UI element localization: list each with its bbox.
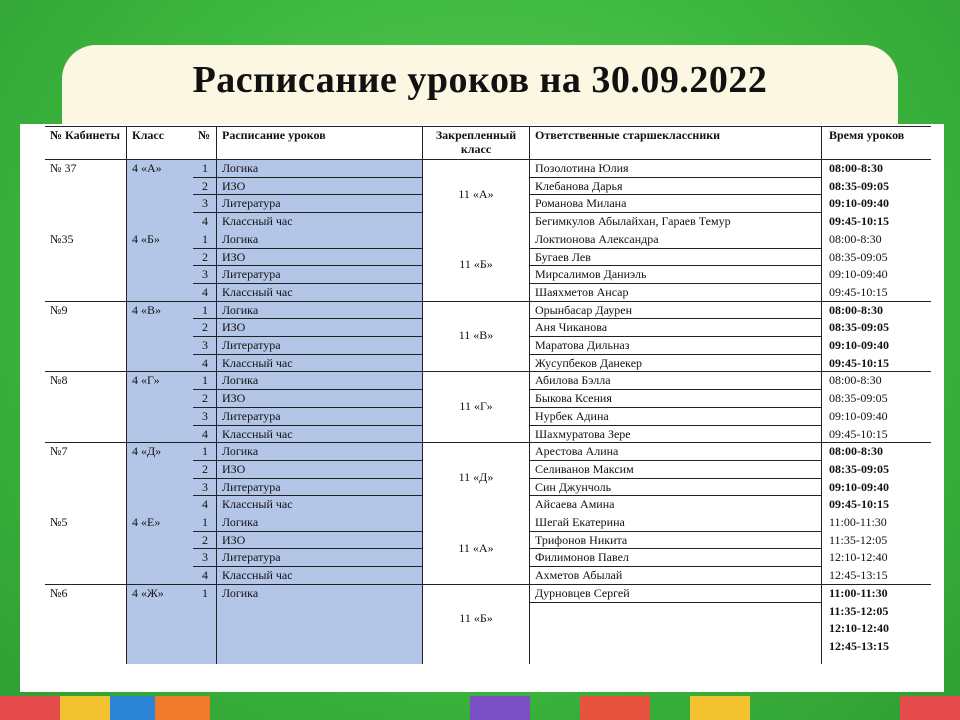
lesson-row-line	[193, 478, 422, 479]
page-title: Расписание уроков на 30.09.2022	[192, 59, 768, 101]
lesson-name: Классный час	[222, 497, 293, 512]
fixed-class: 11 «В»	[458, 328, 494, 343]
lesson-number: 2	[202, 461, 208, 476]
student-row-line	[529, 460, 821, 461]
lesson-name: ИЗО	[222, 461, 246, 476]
lesson-row-line	[193, 212, 422, 213]
student-name: Шегай Екатерина	[535, 515, 625, 529]
student-name: Ахметов Абылай	[535, 568, 623, 583]
lesson-name: Классный час	[222, 568, 293, 583]
lesson-time: 09:10-09:40	[829, 267, 888, 282]
lesson-name: Литература	[222, 408, 281, 423]
lesson-time: 09:45-10:15	[829, 214, 889, 229]
lesson-name: ИЗО	[222, 532, 246, 547]
student-name: Жусупбеков Данекер	[535, 355, 643, 370]
lesson-name: ИЗО	[222, 178, 246, 193]
lesson-time: 11:35-12:05	[829, 603, 889, 618]
student-name: Романова Милана	[535, 196, 627, 211]
lesson-number: 3	[202, 479, 208, 494]
section-divider	[45, 442, 931, 443]
table-top-line	[45, 126, 931, 127]
lesson-row-line	[193, 407, 422, 408]
lesson-row-line	[193, 336, 422, 337]
lesson-time: 08:35-09:05	[829, 320, 889, 335]
room-number: №7	[50, 444, 68, 459]
section-divider	[45, 584, 931, 585]
class-name: 4 «В»	[132, 302, 162, 317]
student-row-line	[529, 336, 821, 337]
lesson-row-line	[193, 194, 422, 195]
lesson-number: 3	[202, 196, 208, 211]
lesson-name: ИЗО	[222, 249, 246, 264]
class-name: 4 «Е»	[132, 515, 161, 529]
student-row-line	[529, 495, 821, 496]
student-name: Шахмуратова Зере	[535, 426, 631, 441]
lesson-row-line	[193, 531, 422, 532]
lesson-time: 09:45-10:15	[829, 426, 888, 441]
student-name: Клебанова Дарья	[535, 178, 623, 193]
student-row-line	[529, 548, 821, 549]
student-name: Абилова Бэлла	[535, 373, 611, 388]
lesson-time: 09:10-09:40	[829, 196, 889, 211]
lesson-row-line	[193, 566, 422, 567]
lesson-number: 2	[202, 178, 208, 193]
student-row-line	[529, 389, 821, 390]
lesson-time: 11:00-11:30	[829, 515, 887, 529]
header-divider	[45, 159, 931, 160]
student-name: Позолотина Юлия	[535, 161, 629, 175]
lesson-row-line	[193, 265, 422, 266]
student-row-line	[529, 478, 821, 479]
lesson-name: Литература	[222, 479, 281, 494]
header-responsible: Ответственные старшеклассники	[535, 128, 721, 142]
room-number: №8	[50, 373, 68, 388]
class-name: 4 «Д»	[132, 444, 162, 459]
lesson-name: Логика	[222, 373, 259, 388]
class-name: 4 «А»	[132, 161, 162, 175]
decorative-bottom-strip	[0, 690, 960, 720]
lesson-number: 1	[202, 515, 208, 529]
student-row-line	[529, 566, 821, 567]
student-row-line	[529, 283, 821, 284]
lesson-name: Классный час	[222, 426, 293, 441]
student-row-line	[529, 407, 821, 408]
lesson-time: 08:35-09:05	[829, 249, 888, 264]
header-class: Класс	[132, 128, 165, 142]
lesson-row-line	[193, 248, 422, 249]
lesson-row-line	[193, 495, 422, 496]
header-time: Время уроков	[829, 128, 905, 142]
student-row-line	[529, 602, 821, 603]
lesson-name: ИЗО	[222, 320, 246, 335]
student-name: Арестова Алина	[535, 444, 619, 459]
student-row-line	[529, 425, 821, 426]
lesson-row-line	[193, 460, 422, 461]
student-name: Син Джунчоль	[535, 479, 612, 494]
lesson-number: 3	[202, 408, 208, 423]
lesson-name: Классный час	[222, 214, 293, 229]
student-name: Маратова Дильназ	[535, 338, 630, 352]
student-row-line	[529, 248, 821, 249]
fixed-class: 11 «Д»	[458, 469, 494, 484]
lesson-row-line	[193, 548, 422, 549]
student-row-line	[529, 354, 821, 355]
lesson-name: Классный час	[222, 355, 293, 370]
room-number: № 37	[50, 161, 77, 175]
class-name: 4 «Ж»	[132, 585, 164, 600]
section-divider	[45, 301, 931, 302]
lesson-time: 08:00-8:30	[829, 161, 883, 175]
lesson-row-line	[193, 177, 422, 178]
student-row-line	[529, 318, 821, 319]
lesson-time: 08:00-8:30	[829, 444, 883, 459]
room-number: №35	[50, 231, 74, 246]
lesson-name: Логика	[222, 231, 259, 246]
lesson-name: Литература	[222, 550, 281, 565]
header-number: №	[198, 128, 211, 142]
schedule-table	[45, 126, 931, 664]
fixed-class: 11 «А»	[458, 540, 494, 555]
lesson-name: Литература	[222, 267, 281, 282]
student-name: Селиванов Максим	[535, 461, 634, 476]
lesson-name: Логика	[222, 444, 259, 459]
lesson-number: 1	[202, 373, 208, 388]
lesson-number: 4	[202, 284, 208, 299]
lesson-time: 12:45-13:15	[829, 638, 889, 653]
lesson-row-line	[193, 354, 422, 355]
header-lessons: Расписание уроков	[222, 128, 326, 142]
lesson-time: 09:10-09:40	[829, 408, 888, 423]
lesson-time: 09:45-10:15	[829, 497, 889, 512]
student-row-line	[529, 194, 821, 195]
class-name: 4 «Б»	[132, 231, 160, 246]
student-name: Орынбасар Даурен	[535, 302, 633, 317]
header-fixed-class: Закрепленный класс	[435, 128, 517, 156]
lesson-time: 11:00-11:30	[829, 585, 888, 600]
room-number: №6	[50, 585, 68, 600]
lesson-name: ИЗО	[222, 391, 246, 406]
lesson-time: 11:35-12:05	[829, 532, 888, 547]
lesson-row-line	[193, 425, 422, 426]
lesson-time: 08:35-09:05	[829, 178, 889, 193]
lesson-time: 08:00-8:30	[829, 302, 883, 317]
student-name: Быкова Ксения	[535, 391, 612, 406]
lesson-number: 2	[202, 532, 208, 547]
lesson-name: Литература	[222, 338, 281, 352]
lesson-row-line	[193, 318, 422, 319]
lesson-row-line	[193, 283, 422, 284]
lesson-number: 4	[202, 426, 208, 441]
lesson-time: 12:10-12:40	[829, 621, 889, 636]
section-divider	[45, 371, 931, 372]
lesson-time: 12:45-13:15	[829, 568, 888, 583]
class-name: 4 «Г»	[132, 373, 160, 388]
lesson-number: 2	[202, 391, 208, 406]
lesson-number: 3	[202, 267, 208, 282]
lesson-row-line	[193, 389, 422, 390]
lesson-time: 08:00-8:30	[829, 231, 882, 246]
fixed-class: 11 «Б»	[459, 257, 493, 272]
student-name: Мирсалимов Даниэль	[535, 267, 647, 282]
lesson-time: 08:35-09:05	[829, 461, 889, 476]
room-number: №9	[50, 302, 68, 317]
student-name: Нурбек Адина	[535, 408, 609, 423]
student-name: Трифонов Никита	[535, 532, 628, 547]
student-name: Филимонов Павел	[535, 550, 629, 565]
lesson-number: 4	[202, 355, 208, 370]
lesson-number: 4	[202, 568, 208, 583]
student-name: Аня Чиканова	[535, 320, 608, 335]
lesson-time: 08:00-8:30	[829, 373, 882, 388]
lesson-number: 1	[202, 161, 208, 175]
lesson-time: 09:45-10:15	[829, 284, 888, 299]
lesson-name: Логика	[222, 302, 259, 317]
student-row-line	[529, 265, 821, 266]
student-name: Бугаев Лев	[535, 249, 591, 264]
lesson-time: 08:35-09:05	[829, 391, 888, 406]
lesson-name: Классный час	[222, 284, 293, 299]
lesson-time: 09:10-09:40	[829, 338, 889, 352]
lesson-name: Логика	[222, 585, 259, 600]
student-row-line	[529, 177, 821, 178]
fixed-class: 11 «Г»	[459, 398, 493, 413]
lesson-number: 1	[202, 585, 208, 600]
lesson-name: Логика	[222, 515, 259, 529]
header-cabinet: № Кабинеты	[50, 128, 121, 142]
student-name: Шаяхметов Ансар	[535, 284, 629, 299]
lesson-number: 2	[202, 320, 208, 335]
lesson-time: 12:10-12:40	[829, 550, 888, 565]
lesson-time: 09:45-10:15	[829, 355, 889, 370]
lesson-time: 09:10-09:40	[829, 479, 889, 494]
fixed-class: 11 «А»	[458, 186, 494, 201]
lesson-number: 1	[202, 444, 208, 459]
lesson-number: 1	[202, 231, 208, 246]
student-name: Локтионова Александра	[535, 231, 659, 246]
student-row-line	[529, 212, 821, 213]
lesson-number: 3	[202, 550, 208, 565]
student-name: Айсаева Амина	[535, 497, 615, 512]
student-name: Дурновцев Сергей	[535, 585, 630, 600]
lesson-number: 2	[202, 249, 208, 264]
lesson-number: 4	[202, 497, 208, 512]
lesson-number: 4	[202, 214, 208, 229]
lesson-number: 3	[202, 338, 208, 352]
fixed-class: 11 «Б»	[459, 611, 493, 626]
lesson-name: Литература	[222, 196, 281, 211]
lesson-number: 1	[202, 302, 208, 317]
lesson-name: Логика	[222, 161, 259, 175]
room-number: №5	[50, 515, 68, 529]
student-name: Бегимкулов Абылайхан, Гараев Темур	[535, 214, 731, 229]
student-row-line	[529, 531, 821, 532]
